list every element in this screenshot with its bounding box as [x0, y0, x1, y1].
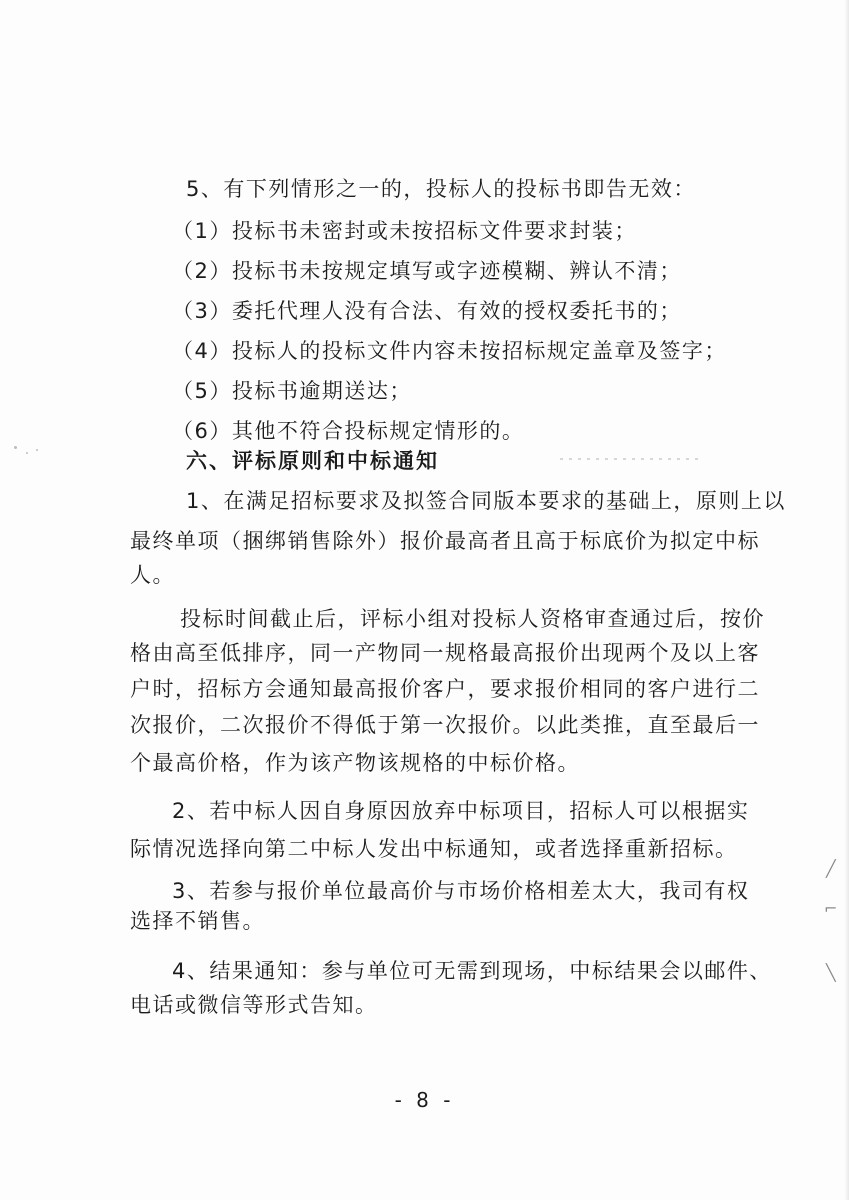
text-line: 选择不销售。 — [130, 909, 265, 933]
text-line: 4、结果通知：参与单位可无需到现场，中标结果会以邮件、 — [172, 959, 772, 983]
text-line: （2）投标书未按规定填写或字迹模糊、辨认不清； — [172, 259, 682, 283]
text-line: 人。 — [130, 563, 175, 587]
text-line: （5）投标书逾期送达； — [172, 379, 412, 403]
text-line: 2、若中标人因自身原因放弃中标项目，招标人可以根据实 — [172, 799, 750, 823]
text-line: 5、有下列情形之一的，投标人的投标书即告无效： — [186, 177, 696, 201]
scan-speck — [36, 449, 38, 451]
text-line: 最终单项（捆绑销售除外）报价最高者且高于标底价为拟定中标 — [130, 529, 760, 553]
scan-edge-mark: ⌐ — [824, 899, 838, 918]
text-line: （6）其他不符合投标规定情形的。 — [172, 419, 525, 443]
scan-edge-mark: ╲ — [826, 963, 836, 982]
scan-edge-shadow — [844, 0, 849, 1200]
text-line: 户时，招标方会通知最高报价客户，要求报价相同的客户进行二 — [130, 677, 760, 701]
text-line: 格由高至低排序，同一产物同一规格最高报价出现两个及以上客 — [130, 641, 760, 665]
scan-edge-mark: ╱ — [826, 859, 836, 878]
scan-speck — [26, 452, 28, 454]
text-line: （4）投标人的投标文件内容未按招标规定盖章及签字； — [172, 339, 727, 363]
text-line: （1）投标书未密封或未按招标文件要求封装； — [172, 219, 637, 243]
text-line: 投标时间截止后，评标小组对投标人资格审查通过后，按价 — [180, 607, 765, 631]
text-line: 3、若参与报价单位最高价与市场价格相差太大，我司有权 — [172, 879, 750, 903]
text-line: 电话或微信等形式告知。 — [130, 993, 378, 1017]
text-line: 个最高价格，作为该产物该规格的中标价格。 — [130, 751, 580, 775]
text-line: 际情况选择向第二中标人发出中标通知，或者选择重新招标。 — [130, 837, 738, 861]
text-line: 次报价，二次报价不得低于第一次报价。以此类推，直至最后一 — [130, 713, 760, 737]
scan-speck — [14, 446, 17, 449]
section-heading: 六、评标原则和中标通知 — [186, 449, 439, 473]
text-line: 1、在满足招标要求及拟签合同版本要求的基础上，原则上以 — [186, 489, 786, 513]
text-line: （3）委托代理人没有合法、有效的授权委托书的； — [172, 299, 682, 323]
page-number: - 8 - — [394, 1088, 455, 1112]
